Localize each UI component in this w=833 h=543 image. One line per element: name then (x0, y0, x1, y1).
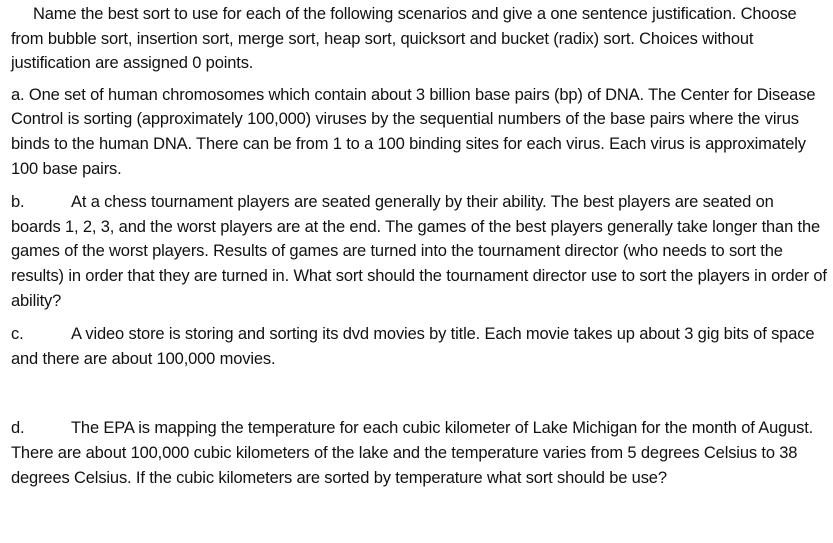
instructions-text: Name the best sort to use for each of the following scenarios and give a one sentence justification. Choose from bubble sort, insertion sort, merge sort, heap sort, quicksort and bucket (radix) sort. Choices without justification are assigned 0 points. (11, 5, 797, 73)
question-c-label: c. (11, 325, 24, 344)
question-a (11, 83, 827, 181)
question-d (11, 416, 827, 490)
instructions-paragraph (11, 2, 827, 76)
question-c-text: A video store is storing and sorting its dvd movies by title. Each movie takes up about 3 gig bits of space and there are about 100,000 movies. (11, 325, 815, 368)
document-body (11, 2, 827, 490)
question-a-label: a. (11, 85, 25, 104)
question-b (11, 190, 827, 313)
question-c (11, 322, 827, 371)
question-b-text: At a chess tournament players are seated generally by their ability. The best players are seated on boards 1, 2, 3, and the worst players are at the end. The games of the best players generally take longer than the games of the worst players. Results of games are turned into the tournament director (who needs to sort the results) in order that they are turned in. What sort should the tournament director use to sort the players in order of ability? (11, 193, 827, 310)
question-a-text: One set of human chromosomes which contain about 3 billion base pairs (bp) of DNA. The Center for Disease Control is sorting (approximately 100,000) viruses by the sequential numbers of the base pairs where the virus binds to the human DNA. There can be from 1 to a 100 binding sites for each virus. Each virus is approximately 100 base pairs. (11, 85, 816, 178)
question-d-label: d. (11, 419, 25, 438)
question-b-label: b. (11, 193, 25, 212)
question-d-text: The EPA is mapping the temperature for each cubic kilometer of Lake Michigan for the month of August. There are about 100,000 cubic kilometers of the lake and the temperature varies from 5 degrees Celsius to 38 degrees Celsius. If the cubic kilometers are sorted by temperature what sort should be use? (11, 419, 814, 487)
